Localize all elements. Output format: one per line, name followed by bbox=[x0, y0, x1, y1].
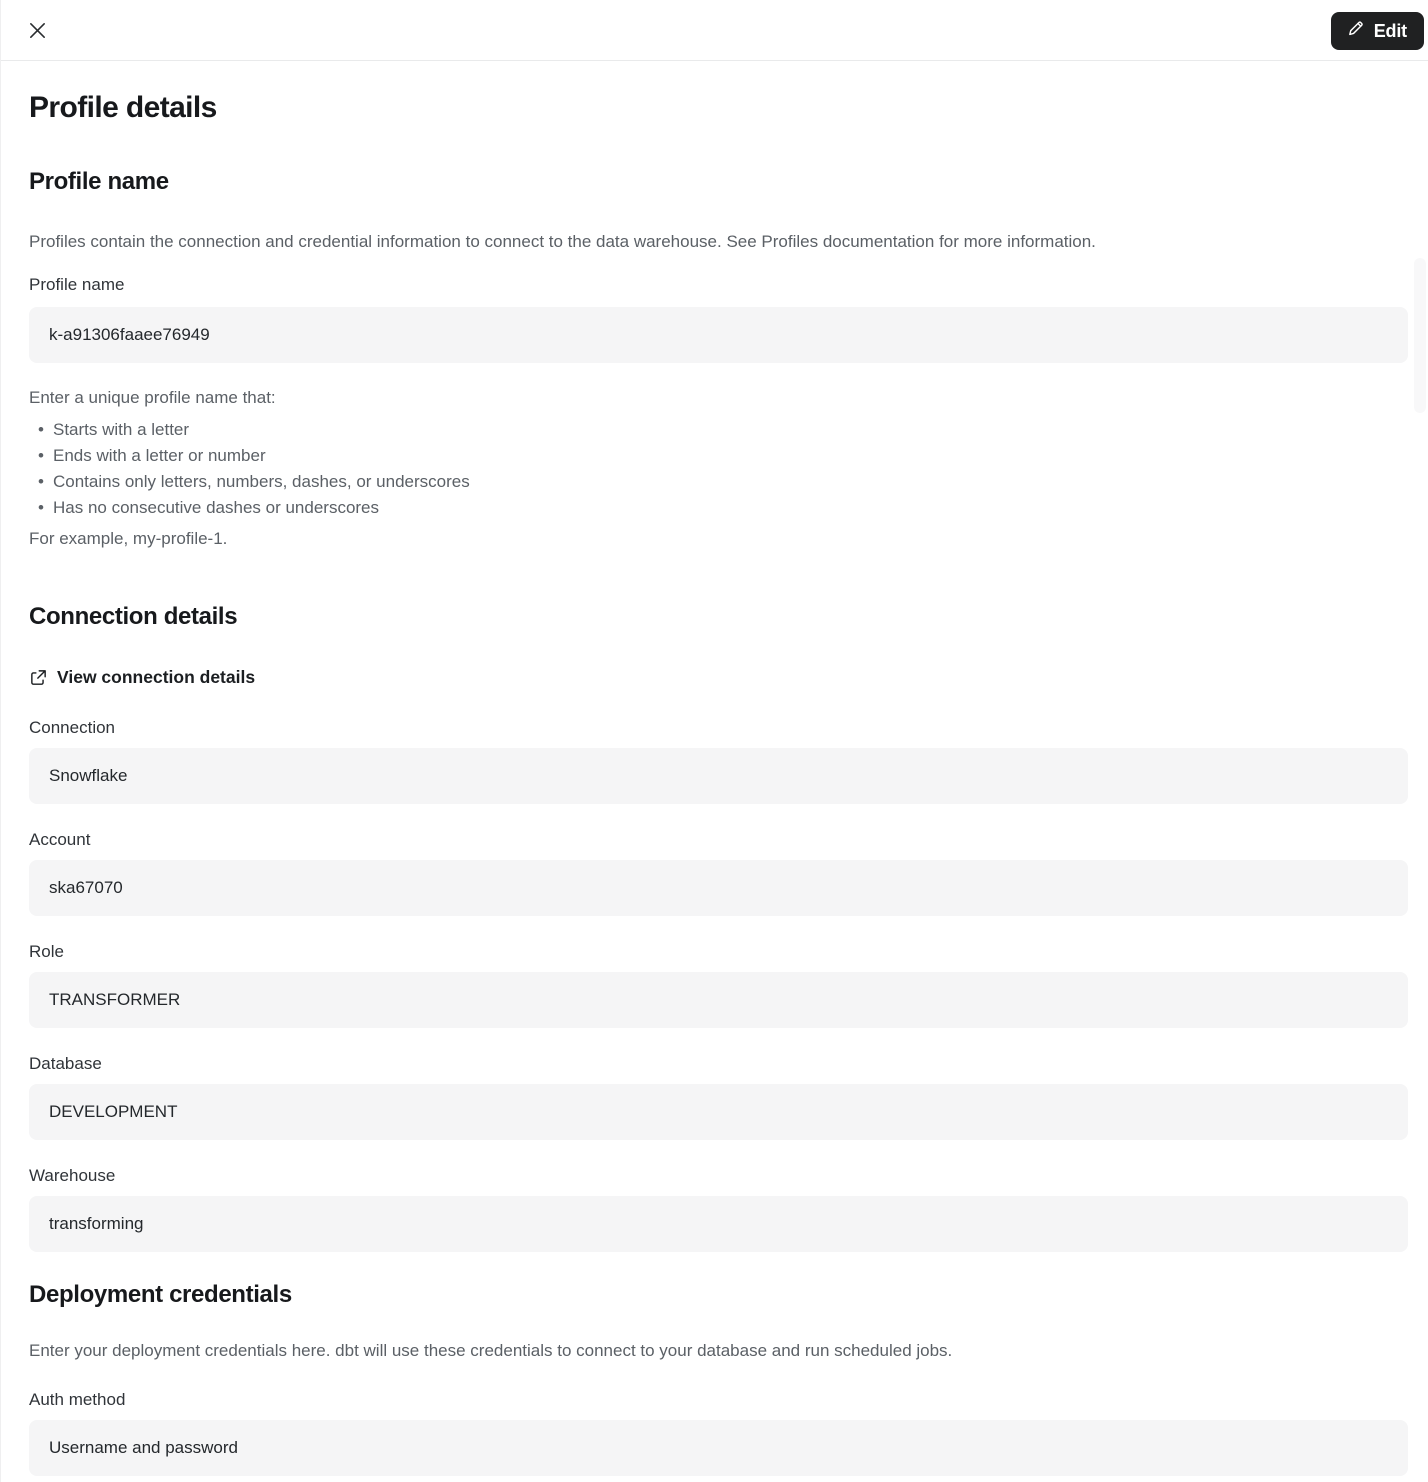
role-value: TRANSFORMER bbox=[49, 989, 181, 1009]
profile-name-label: Profile name bbox=[29, 275, 125, 294]
scrollbar-thumb[interactable] bbox=[1414, 258, 1426, 413]
database-field[interactable] bbox=[29, 1084, 1408, 1140]
deployment-credentials-heading: Deployment credentials bbox=[29, 1280, 292, 1308]
pencil-icon bbox=[1346, 19, 1365, 43]
auth-method-field[interactable] bbox=[29, 1420, 1408, 1476]
profile-name-description: Profiles contain the connection and credential information to connect to the data warehouse. See Profiles documentation for more information. bbox=[29, 232, 1096, 251]
role-field[interactable] bbox=[29, 972, 1408, 1028]
edit-button-label: Edit bbox=[1373, 20, 1407, 41]
profile-name-value: k-a91306faaee76949 bbox=[49, 325, 210, 344]
profile-name-rules bbox=[29, 417, 1408, 521]
rule-item: • Ends with a letter or number bbox=[29, 443, 1408, 469]
warehouse-label: Warehouse bbox=[29, 1165, 116, 1185]
view-connection-details-label: View connection details bbox=[57, 667, 256, 687]
warehouse-field[interactable] bbox=[29, 1196, 1408, 1252]
close-button[interactable] bbox=[24, 19, 50, 45]
connection-field[interactable] bbox=[29, 748, 1408, 804]
close-icon bbox=[26, 19, 49, 45]
top-bar bbox=[1, 0, 1428, 61]
profile-name-helper-intro: Enter a unique profile name that: bbox=[29, 388, 276, 407]
role-label: Role bbox=[29, 941, 64, 961]
rule-item: • Has no consecutive dashes or underscores bbox=[29, 495, 1408, 521]
rule-item: • Starts with a letter bbox=[29, 417, 1408, 443]
connection-value: Snowflake bbox=[49, 765, 128, 785]
deployment-credentials-description: Enter your deployment credentials here. dbt will use these credentials to connect to your database and run scheduled jobs. bbox=[29, 1340, 953, 1360]
account-field[interactable] bbox=[29, 860, 1408, 916]
connection-details-heading: Connection details bbox=[29, 603, 238, 630]
account-value: ska67070 bbox=[49, 877, 123, 897]
auth-method-label: Auth method bbox=[29, 1389, 126, 1409]
rule-item: • Contains only letters, numbers, dashes, or underscores bbox=[29, 469, 1408, 495]
view-connection-details-link[interactable] bbox=[29, 664, 255, 690]
external-link-icon bbox=[29, 668, 48, 687]
profile-name-heading: Profile name bbox=[29, 168, 169, 195]
edit-button[interactable] bbox=[1331, 12, 1424, 50]
page-title: Profile details bbox=[29, 91, 217, 124]
profile-name-example: For example, my-profile-1. bbox=[29, 529, 228, 548]
connection-label: Connection bbox=[29, 717, 116, 737]
database-label: Database bbox=[29, 1053, 102, 1073]
warehouse-value: transforming bbox=[49, 1213, 144, 1233]
main-content bbox=[1, 61, 1428, 1476]
auth-method-value: Username and password bbox=[49, 1437, 238, 1457]
database-value: DEVELOPMENT bbox=[49, 1101, 178, 1121]
account-label: Account bbox=[29, 829, 91, 849]
profile-name-field[interactable] bbox=[29, 307, 1408, 363]
